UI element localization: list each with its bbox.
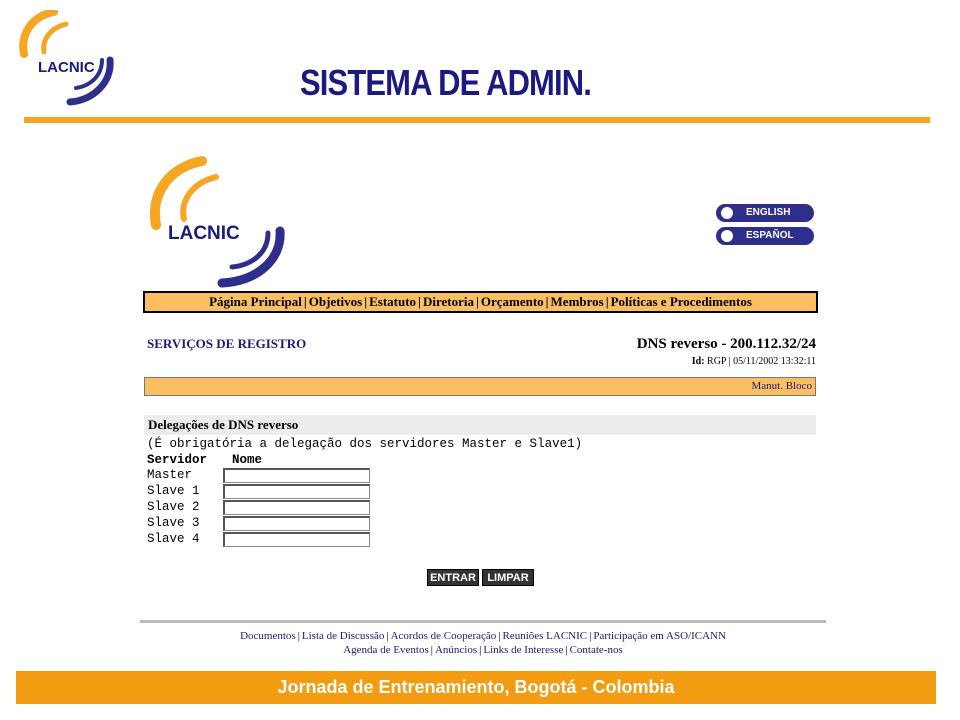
nav-pagina-principal[interactable]: Página Principal — [209, 294, 302, 309]
nav-diretoria[interactable]: Diretoria — [422, 294, 474, 309]
slide-title: SISTEMA DE ADMIN. — [300, 62, 591, 103]
footer-link-reunioes[interactable]: Reuniões LACNIC — [502, 630, 588, 642]
slave1-name-input[interactable] — [223, 484, 370, 499]
server-label-slave3: Slave 3 — [147, 516, 200, 530]
nav-objetivos[interactable]: Objetivos — [308, 294, 363, 309]
slave2-name-input[interactable] — [223, 500, 370, 515]
radio-dot-icon — [720, 229, 734, 243]
master-name-input[interactable] — [223, 468, 370, 483]
nav-politicas[interactable]: Políticas e Procedimentos — [610, 294, 752, 309]
server-label-slave1: Slave 1 — [147, 484, 200, 498]
section-title: SERVIÇOS DE REGISTRO — [147, 336, 307, 351]
footer-divider — [140, 620, 826, 623]
server-label-slave4: Slave 4 — [147, 532, 200, 546]
nav-estatuto[interactable]: Estatuto — [369, 294, 417, 309]
action-bar — [144, 377, 816, 396]
entrar-button[interactable]: ENTRAR — [427, 569, 479, 586]
slave3-name-input[interactable] — [223, 516, 370, 531]
footer-link-agenda[interactable]: Agenda de Eventos — [343, 644, 429, 656]
title-rule — [24, 117, 930, 123]
limpar-button[interactable]: LIMPAR — [482, 569, 534, 586]
lacnic-logo — [14, 10, 126, 108]
footer-link-lista[interactable]: Lista de Discussão — [301, 630, 385, 642]
nav-orcamento[interactable]: Orçamento — [480, 294, 544, 309]
server-label-master: Master — [147, 468, 193, 482]
web-lacnic-logo[interactable] — [142, 155, 292, 290]
footer-link-acordos[interactable]: Acordos de Cooperação — [390, 630, 497, 642]
slide-footer: Jornada de Entrenamiento, Bogotá - Colombia — [16, 671, 936, 704]
footer-link-contate[interactable]: Contate-nos — [569, 644, 623, 656]
slave4-name-input[interactable] — [223, 532, 370, 547]
column-header-name: Nome — [232, 453, 263, 467]
delegation-note: (É obrigatória a delegação dos servidores Master e Slave1) — [147, 437, 583, 451]
footer-link-participacao[interactable]: Participação em ASO/ICANN — [593, 630, 726, 642]
svg-text:LACNIC: LACNIC — [168, 223, 240, 244]
manut-bloco-link[interactable]: Manut. Bloco — [751, 380, 812, 392]
delegation-title: Delegações de DNS reverso — [144, 415, 816, 435]
column-header-server: Servidor — [147, 453, 208, 467]
svg-text:LACNIC: LACNIC — [38, 59, 95, 76]
espanol-button[interactable]: ESPAÑOL — [716, 227, 814, 245]
nav-membros[interactable]: Membros — [550, 294, 604, 309]
main-nav: Página Principal | Objetivos | Estatuto | Diretoria | Orçamento | Membros | Políticas e Procedimentos — [143, 291, 818, 313]
record-meta: Id: RGP | 05/11/2002 13:32:11 — [691, 356, 816, 367]
footer-link-links[interactable]: Links de Interesse — [483, 644, 564, 656]
dns-title: DNS reverso - 200.112.32/24 — [636, 336, 816, 352]
english-button[interactable]: ENGLISH — [716, 204, 814, 222]
radio-dot-icon — [720, 206, 734, 220]
lacnic-web-page — [140, 150, 830, 670]
footer-link-anuncios[interactable]: Anúncios — [434, 644, 478, 656]
server-label-slave2: Slave 2 — [147, 500, 200, 514]
footer-link-documentos[interactable]: Documentos — [240, 630, 296, 642]
footer-links: Documentos | Lista de Discussão | Acordos de Cooperação | Reuniões LACNIC | Participação em ASO/ICANN Agenda de Eventos | Anúncios | Links de Interesse | Contate-nos — [240, 630, 726, 656]
